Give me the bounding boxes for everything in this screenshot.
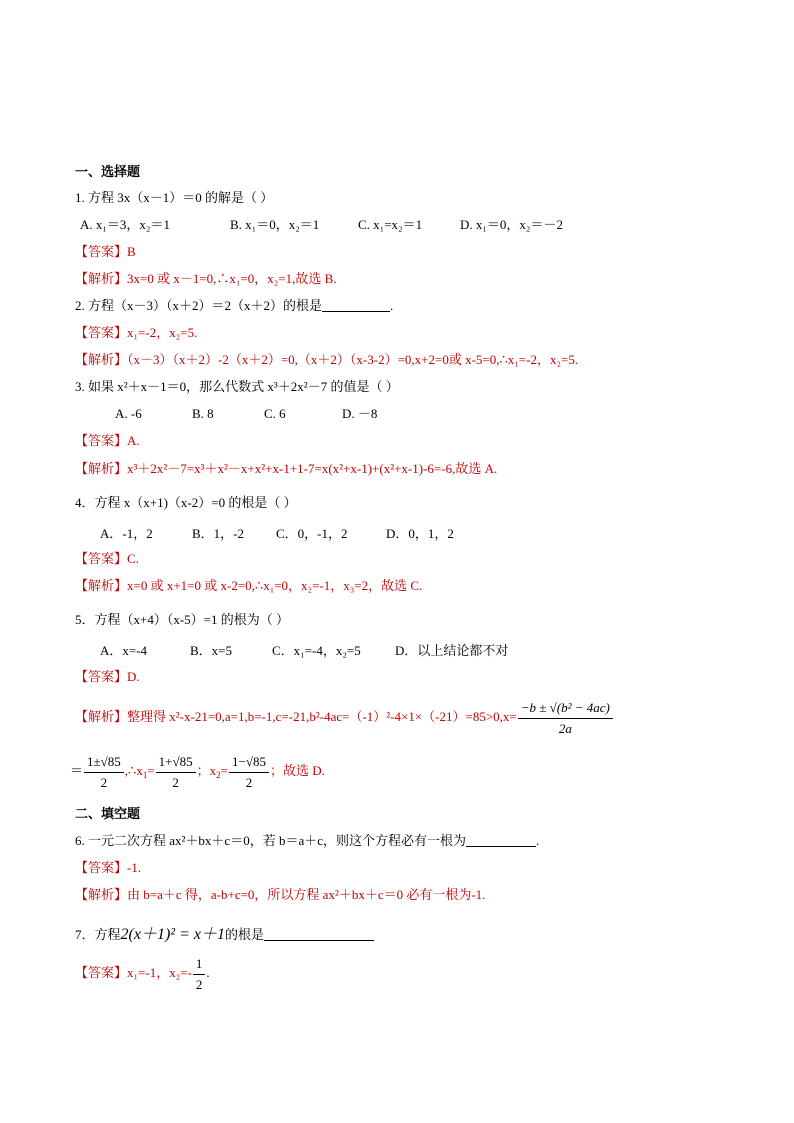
root-x2-fraction — [229, 754, 269, 791]
analysis-label: 【解析】 — [75, 709, 128, 724]
q5-option-a: A．x=-4 — [100, 643, 148, 658]
q4-option-c: C．0，-1，2 — [276, 526, 348, 541]
q3-answer — [75, 433, 140, 449]
q7-answer-value: x₁=-1，x₂=- — [127, 965, 192, 980]
analysis-label: 【解析】 — [75, 271, 128, 286]
q3-stem-text: 3. 如果 x²＋x－1＝0，那么代数式 x³＋2x²－7 的值是（ ） — [75, 379, 399, 394]
question-3-options — [115, 406, 377, 422]
q1-option-b: B. x₁＝0，x₂＝1 — [230, 217, 320, 232]
q2-blank — [322, 299, 390, 312]
q6-blank — [466, 834, 536, 847]
q4-option-a: A．-1，2 — [100, 526, 153, 541]
q6-analysis-text: 由 b=a＋c 得，a-b+c=0，所以方程 ax²＋bx＋c＝0 必有一根为-1. — [127, 887, 486, 902]
q4-option-d: D．0，1，2 — [386, 526, 454, 541]
q5-option-b: B．x=5 — [190, 643, 233, 658]
q3-option-d: D. －8 — [342, 406, 378, 421]
q7-stem-pre: 7．方程 — [75, 927, 121, 942]
q4-answer-value: C. — [127, 551, 139, 566]
q5-analysis-line-2: ＝ $\frac{1\pm√85}{2}$ $,\therefore x_1=$ $\frac{1+√85}{2}$ ；$x_2=$ $\frac{1-√85}{2}$ ；故选 D. — [70, 753, 325, 790]
question-1-options — [80, 217, 563, 233]
question-2-stem: 2. 方程（x－3）（x＋2）＝2（x＋2）的根是 . — [75, 298, 394, 313]
q1-analysis-text: 3x=0 或 x－1=0,∴x₁=0，x₂=1,故选 B. — [127, 271, 337, 286]
q5-answer-value: D. — [127, 669, 140, 684]
q6-answer — [75, 860, 141, 876]
q2-answer-value: x₁=-2，x₂=5. — [127, 325, 198, 340]
q7-blank — [264, 928, 374, 941]
q3-analysis-text: x³＋2x²－7=x³＋x²－x+x²+x-1+1-7=x(x²+x-1)+(x²+x-1)-6=-6,故选 A. — [127, 461, 498, 476]
q1-option-a: A. x₁＝3，x₂＝1 — [80, 217, 170, 232]
q5-option-c: C．x₁=-4，x₂=5 — [272, 643, 361, 658]
quadratic-formula-numerator: −b ± √(b² − 4ac) — [518, 700, 613, 719]
q5-line2-end: ；故选 D. — [269, 763, 325, 778]
question-7-stem — [75, 925, 374, 945]
roots-numerator: 1±√85 — [84, 754, 124, 773]
question-5-options — [100, 643, 508, 659]
answer-label: 【答案】 — [75, 965, 128, 980]
root-x1-numerator: 1+√85 — [156, 754, 196, 773]
q4-answer — [75, 551, 139, 567]
answer-label: 【答案】 — [75, 244, 128, 259]
q7-answer: 【答案】x₁=-1，x₂=- $\frac{1}{2}$ . — [75, 955, 210, 992]
q7-answer-fraction — [193, 956, 206, 993]
question-6-stem: 6. 一元二次方程 ax²＋bx＋c＝0，若 b＝a＋c，则这个方程必有一根为 . — [75, 833, 540, 848]
q5-analysis — [75, 698, 614, 737]
q1-analysis — [75, 271, 337, 287]
q1-option-c: C. x₁=x₂＝1 — [358, 217, 423, 232]
q3-option-c: C. 6 — [264, 406, 286, 421]
q6-stem-text: 6. 一元二次方程 ax²＋bx＋c＝0，若 b＝a＋c，则这个方程必有一根为 — [75, 833, 466, 848]
q4-analysis-text: x=0 或 x+1=0 或 x-2=0,∴x₁=0，x₂=-1，x₃=2，故选 C. — [127, 578, 423, 593]
q5-option-d: D．以上结论都不对 — [395, 643, 509, 658]
q3-option-a: A. -6 — [115, 406, 142, 421]
question-4-stem — [75, 495, 297, 511]
question-4-options — [100, 526, 454, 542]
root-x1-fraction — [156, 754, 196, 791]
answer-label: 【答案】 — [75, 860, 128, 875]
section-title-choice: 一、选择题 — [75, 164, 141, 179]
roots-fraction — [84, 754, 124, 791]
q6-answer-value: -1. — [127, 860, 142, 875]
q4-analysis — [75, 578, 422, 594]
answer-label: 【答案】 — [75, 551, 128, 566]
quadratic-formula-denominator: 2a — [558, 720, 572, 736]
q3-answer-value: A. — [127, 433, 140, 448]
question-1-stem — [75, 190, 273, 206]
q1-stem-text: 1. 方程 3x（x－1）＝0 的解是（ ） — [75, 190, 274, 205]
q7-stem-post: 的根是 — [224, 927, 264, 942]
q5-analysis-text: 整理得 x²-x-21=0,a=1,b=-1,c=-21,b²-4ac=（-1）²-4×1×（-21）=85>0,x= — [127, 709, 517, 724]
section-title-fill: 二、填空题 — [75, 806, 141, 821]
q2-analysis — [75, 352, 578, 368]
analysis-label: 【解析】 — [75, 578, 128, 593]
root-x2-denominator: 2 — [245, 774, 253, 790]
q2-answer — [75, 325, 197, 341]
q3-analysis — [75, 461, 497, 477]
analysis-label: 【解析】 — [75, 461, 128, 476]
roots-denominator: 2 — [100, 774, 108, 790]
q4-option-b: B．1，-2 — [192, 526, 245, 541]
root-x2-numerator: 1−√85 — [229, 754, 269, 773]
q2-analysis-text: （x－3）（x＋2）-2（x＋2）=0,（x＋2）（x-3-2）=0,x+2=0或 x-5=0,∴x₁=-2，x₂=5. — [127, 352, 579, 367]
q3-option-b: B. 8 — [192, 406, 214, 421]
q4-stem-text: 4．方程 x（x+1)（x-2）=0 的根是（ ） — [75, 495, 297, 510]
root-x1-denominator: 2 — [172, 774, 179, 790]
q7-answer-denominator: 2 — [195, 976, 203, 992]
quadratic-formula — [518, 700, 613, 737]
analysis-label: 【解析】 — [75, 352, 128, 367]
q7-equation: 2(x＋1)² = x＋1 — [120, 926, 225, 943]
q6-analysis — [75, 887, 485, 903]
q1-answer-value: B — [127, 244, 136, 259]
q1-answer — [75, 244, 136, 260]
question-3-stem — [75, 379, 399, 395]
q7-answer-numerator: 1 — [193, 956, 206, 975]
answer-label: 【答案】 — [75, 325, 128, 340]
q5-answer — [75, 669, 140, 685]
answer-label: 【答案】 — [75, 669, 128, 684]
analysis-label: 【解析】 — [75, 887, 128, 902]
q2-stem-text: 2. 方程（x－3）（x＋2）＝2（x＋2）的根是 — [75, 298, 323, 313]
question-5-stem — [75, 612, 289, 628]
answer-label: 【答案】 — [75, 433, 128, 448]
q5-stem-text: 5．方程（x+4）（x-5）=1 的根为（ ） — [75, 612, 289, 627]
q1-option-d: D. x₁＝0，x₂＝－2 — [460, 217, 563, 232]
